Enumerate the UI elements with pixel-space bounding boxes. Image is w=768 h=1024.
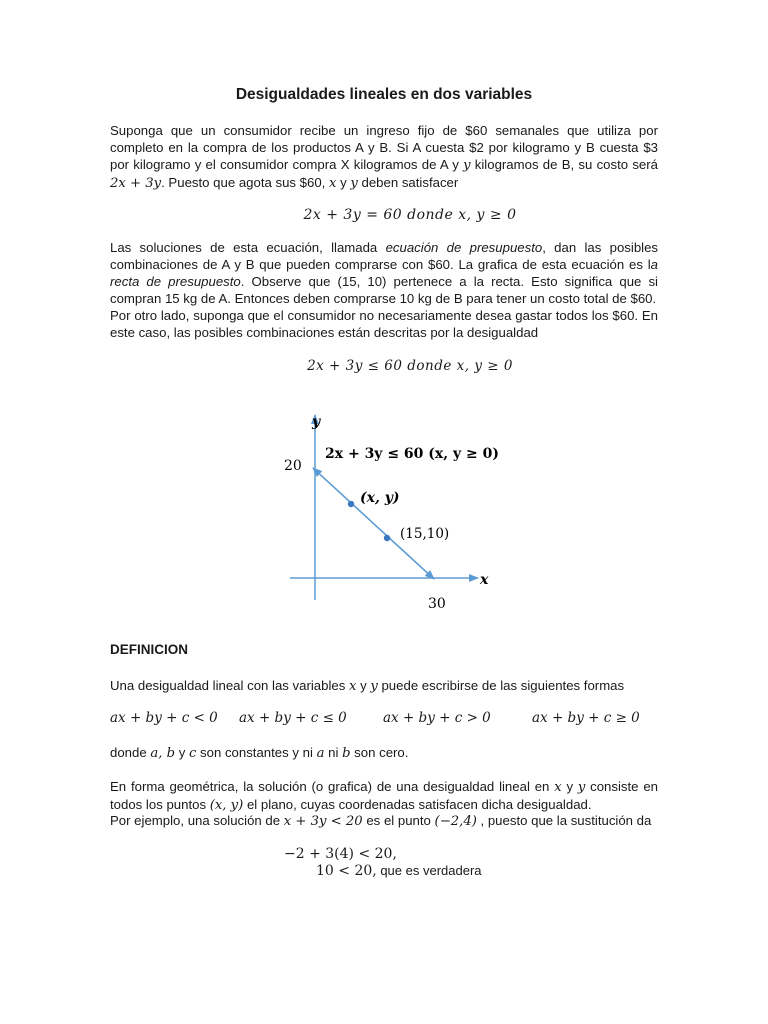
math-run: (−2,4)	[434, 814, 477, 829]
calc-expression: 10 < 20,	[316, 863, 377, 879]
constants-sentence	[110, 744, 658, 762]
math-run: y	[463, 158, 471, 173]
x-intercept-label: 30	[428, 596, 446, 612]
math-run: 2x + 3y	[110, 176, 162, 191]
graph-inequality-label: 2x + 3y ≤ 60 (x, y ≥ 0)	[325, 446, 499, 462]
text-run: consiste en todos los puntos	[110, 779, 658, 812]
text-run: ni	[324, 745, 343, 760]
form-greater-equal: ax + by + c ≥ 0	[532, 710, 640, 726]
math-run: x + 3y < 20	[283, 814, 363, 829]
text-run: son cero.	[350, 745, 409, 760]
text-run: y	[356, 678, 371, 693]
calc-line-1: −2 + 3(4) < 20,	[284, 846, 397, 862]
text-run: y	[336, 175, 351, 190]
text-run: Las soluciones de esta ecuación, llamada	[110, 240, 386, 255]
x-axis-label: x	[480, 572, 489, 588]
budget-inequality: 2x + 3y ≤ 60 donde x, y ≥ 0	[307, 358, 513, 374]
math-run: c	[188, 746, 197, 761]
form-less-than: ax + by + c < 0	[110, 710, 218, 726]
definition-heading: DEFINICION	[110, 642, 189, 657]
geometric-paragraph	[110, 778, 658, 814]
text-run: Una desigualdad lineal con las variables	[110, 678, 349, 693]
calc-line-2	[316, 863, 482, 879]
text-run: el plano, cuyas coordenadas satisfacen dicha desigualdad.	[243, 797, 592, 812]
budget-line-down-arrow	[313, 468, 434, 579]
italic-run: a recta de presupuesto	[110, 257, 658, 289]
math-run: y	[350, 176, 358, 191]
calc-remark: que es verdadera	[376, 863, 482, 878]
text-run: es el punto	[362, 813, 435, 828]
inequality-intro-paragraph: Por otro lado, suponga que el consumidor no necesariamente desea gastar todos los $60. En este caso, las posibles combinaciones están descritas por la desigualdad	[110, 308, 658, 340]
example-sentence	[110, 812, 658, 830]
text-run: . Puesto que agota sus $60,	[161, 175, 330, 190]
text-run: Por ejemplo, una solución de	[110, 813, 284, 828]
text-run: Suponga que un consumidor recibe un ingreso fijo de $60 semanales que utiliza por completo en la compra de los productos A y B. Si A cuesta $2 por kilogramo y B cuesta $3 por kilogramo y el consumidor compra X kilogramos de A y	[110, 123, 658, 172]
text-run: kilogramos de B, su costo será	[470, 157, 658, 172]
text-run: , dan las posibles combinaciones de A y B que pueden comprarse con $60. La grafica de esta ecuación es l	[110, 240, 659, 272]
text-run: deben satisfacer	[357, 175, 459, 190]
point-generic	[348, 501, 354, 507]
budget-equation: 2x + 3y = 60 donde x, y ≥ 0	[303, 207, 517, 223]
text-run: . Observe que (15, 10) pertenece a la recta. Esto significa que si compran 15 kg de A. Entonces deben comprarse 10 kg de B para tener un costo total de $60.	[110, 274, 658, 306]
point-generic-label: (x, y)	[360, 490, 400, 506]
math-run: a, b	[150, 746, 176, 761]
text-run: En forma geométrica, la solución (o grafica) de una desigualdad lineal en	[110, 779, 555, 794]
point-specific	[384, 535, 390, 541]
point-specific-label: (15,10)	[400, 526, 450, 542]
math-run: x	[349, 679, 357, 694]
page-title: Desigualdades lineales en dos variables	[235, 86, 533, 103]
math-run: b	[342, 746, 351, 761]
text-run: , puesto que la sustitución da	[476, 813, 652, 828]
text-run: donde	[110, 745, 151, 760]
text-run: son constantes y ni	[196, 745, 317, 760]
text-run: puede escribirse de las siguientes formas	[377, 678, 625, 693]
form-greater-than: ax + by + c > 0	[383, 710, 491, 726]
italic-run: ecuación de presupuesto	[385, 240, 543, 255]
text-run: y	[175, 745, 189, 760]
text-run: y	[561, 779, 578, 794]
math-run: a	[316, 746, 325, 761]
y-intercept-label: 20	[284, 458, 302, 474]
math-run: (x, y)	[209, 798, 244, 813]
math-run: y	[577, 780, 586, 795]
math-run: x	[329, 176, 337, 191]
y-axis-label: y	[312, 414, 321, 430]
math-run: x	[554, 780, 562, 795]
definition-intro	[110, 677, 658, 695]
math-run: y	[370, 679, 378, 694]
form-less-equal: ax + by + c ≤ 0	[239, 710, 347, 726]
